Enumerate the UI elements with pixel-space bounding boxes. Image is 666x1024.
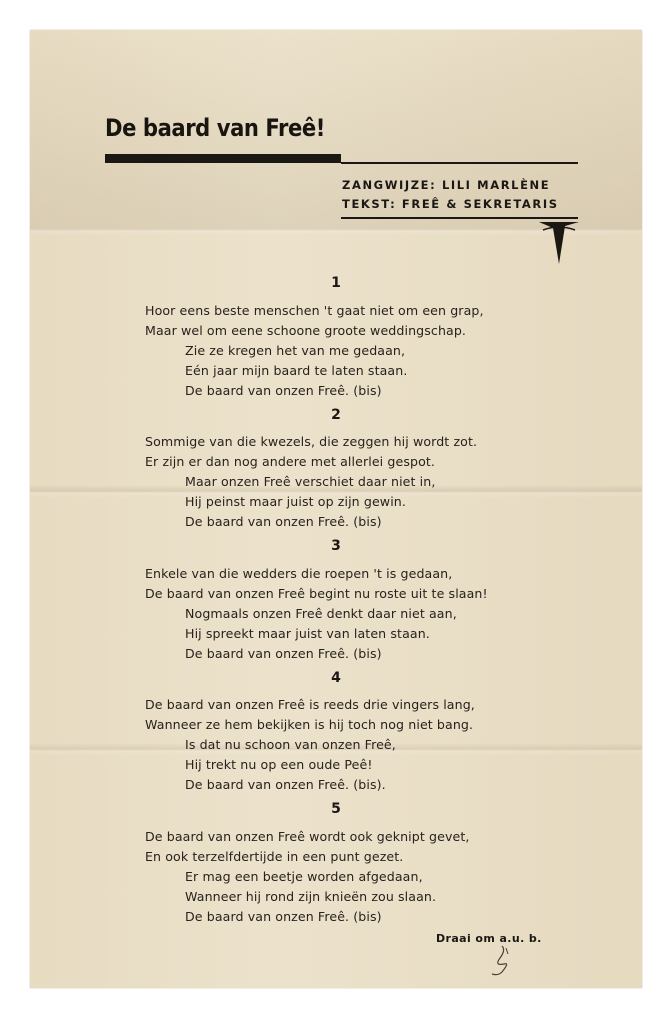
verse-number: 5 bbox=[331, 801, 341, 817]
verse-line: Hij spreekt maar juist van laten staan. bbox=[185, 626, 430, 641]
verse-line: Eén jaar mijn baard te laten staan. bbox=[185, 363, 408, 378]
credits-top-rule bbox=[341, 162, 578, 164]
title-underline-bar bbox=[105, 154, 341, 163]
verse-line: Maar onzen Freê verschiet daar niet in, bbox=[185, 474, 436, 489]
song-sheet bbox=[30, 30, 642, 988]
verse-line: Wanneer hij rond zijn knieën zou slaan. bbox=[185, 889, 437, 904]
verse-line: Is dat nu schoon van onzen Freê, bbox=[185, 737, 396, 752]
verse-line: Enkele van die wedders die roepen 't is gedaan, bbox=[145, 566, 453, 581]
verse-line: De baard van onzen Freê is reeds drie vingers lang, bbox=[145, 697, 475, 712]
song-title: De baard van Freê! bbox=[105, 114, 325, 142]
verse-line: Hij peinst maar juist op zijn gewin. bbox=[185, 494, 406, 509]
verse-line: En ook terzelfdertijde in een punt gezet. bbox=[145, 849, 404, 864]
verse-line: De baard van onzen Freê begint nu roste uit te slaan! bbox=[145, 586, 488, 601]
turn-page-note: Draai om a.u. b. bbox=[436, 932, 542, 945]
verse-line: De baard van onzen Freê. (bis) bbox=[185, 646, 382, 661]
verse-number: 3 bbox=[331, 538, 341, 554]
melody-credit: ZANGWIJZE: LILI MARLÈNE bbox=[342, 178, 551, 192]
verse-number: 4 bbox=[331, 670, 341, 686]
verse-number: 2 bbox=[331, 407, 341, 423]
verse-line: Sommige van die kwezels, die zeggen hij wordt zot. bbox=[145, 434, 478, 449]
verse-line: Hoor eens beste menschen 't gaat niet om een grap, bbox=[145, 303, 484, 318]
credits-bottom-rule bbox=[341, 217, 578, 219]
verse-line: Maar wel om eene schoone groote weddingschap. bbox=[145, 323, 467, 338]
verse-line: De baard van onzen Freê wordt ook geknipt gevet, bbox=[145, 829, 470, 844]
verse-line: Er mag een beetje worden afgedaan, bbox=[185, 869, 423, 884]
handwritten-mark-icon bbox=[486, 942, 516, 978]
verse-line: Nogmaals onzen Freê denkt daar niet aan, bbox=[185, 606, 457, 621]
verse-line: De baard van onzen Freê. (bis) bbox=[185, 909, 382, 924]
verse-number: 1 bbox=[331, 275, 341, 291]
verse-line: Hij trekt nu op een oude Peê! bbox=[185, 757, 373, 772]
verse-line: De baard van onzen Freê. (bis) bbox=[185, 514, 382, 529]
verse-line: De baard van onzen Freê. (bis). bbox=[185, 777, 386, 792]
lyrics-credit: TEKST: FREÊ & SEKRETARIS bbox=[342, 197, 559, 211]
triangle-ornament-icon bbox=[539, 220, 579, 264]
credits-block bbox=[342, 176, 559, 214]
verse-line: Zie ze kregen het van me gedaan, bbox=[185, 343, 406, 358]
verse-line: Er zijn er dan nog andere met allerlei gespot. bbox=[145, 454, 436, 469]
verse-line: Wanneer ze hem bekijken is hij toch nog niet bang. bbox=[145, 717, 474, 732]
verse-line: De baard van onzen Freê. (bis) bbox=[185, 383, 382, 398]
